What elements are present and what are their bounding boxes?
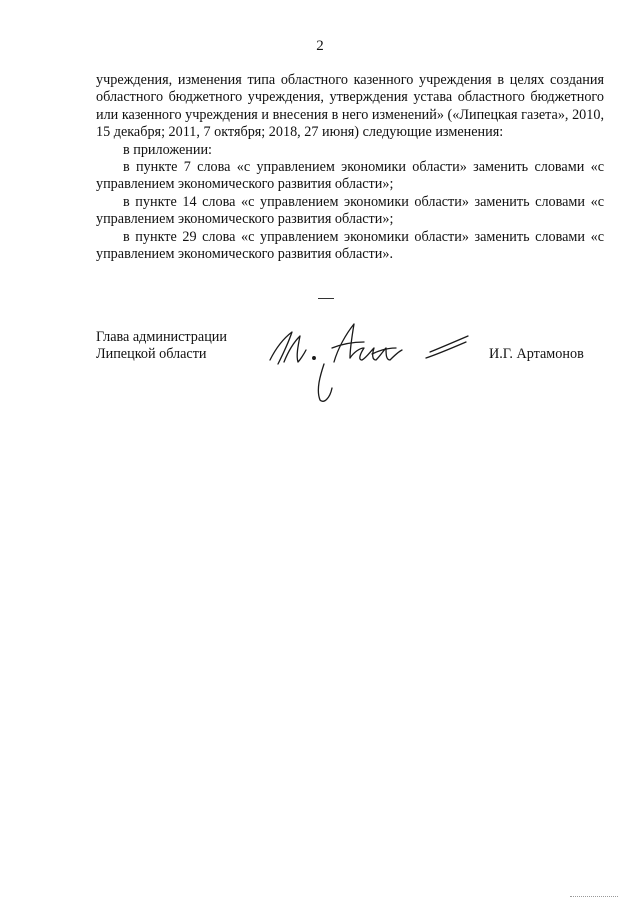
document-body [96, 72, 604, 263]
body-paragraph-item: в пункте 7 слова «с управлением экономики области» заменить словами «с управлением экономического развития области»; [96, 159, 604, 193]
body-paragraph-item: в пункте 14 слова «с управлением экономики области» заменить словами «с управлением экономического развития области»; [96, 193, 604, 228]
handwritten-signature [262, 318, 474, 408]
signatory-position-line: Глава администрации [96, 329, 227, 345]
signatory-position-line: Липецкой области [96, 346, 207, 363]
separator-dash [318, 298, 334, 299]
page-number: 2 [316, 38, 324, 54]
signatory-position [96, 329, 227, 364]
body-paragraph-continuation: учреждения, изменения типа областного казенного учреждения в целях создания областного бюджетного учреждения, утверждения устава областного бюджетного или казенного учреждения и внесения в него изменений» («Липецкая газета», 2010, 15 декабря; 2011, 7 октября; 2018, 27 июня) следующие изменения: [96, 72, 604, 141]
body-paragraph-item: в приложении: [123, 141, 212, 158]
body-paragraph-item: в пункте 29 слова «с управлением экономики области» заменить словами «с управлением экономического развития области». [96, 228, 604, 263]
signatory-name: И.Г. Артамонов [489, 346, 584, 362]
scan-edge-mark [570, 896, 618, 899]
